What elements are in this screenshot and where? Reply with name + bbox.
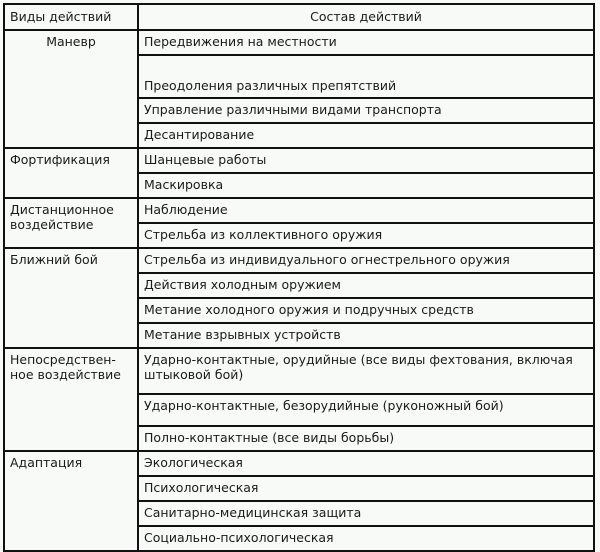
group-item: Управление различными видами транспорта: [138, 98, 594, 123]
group-item: Метание взрывных устройств: [138, 323, 594, 348]
actions-table: [3, 3, 595, 552]
group-item: Маскировка: [138, 173, 594, 198]
group-item: Экологическая: [138, 451, 594, 476]
header-action-types: Виды действий: [4, 4, 138, 30]
group-item: Передвижения на местности: [138, 30, 594, 55]
group-item: Психологическая: [138, 476, 594, 501]
group-type-close-combat: Ближний бой: [4, 248, 138, 348]
group-item: Десантирование: [138, 123, 594, 148]
table-row: [4, 198, 594, 223]
group-item: Действия холодным оружием: [138, 273, 594, 298]
group-item: Стрельба из коллективного оружия: [138, 223, 594, 248]
group-item: Ударно-контактные, орудийные (все виды фехтования, включая штыковой бой): [138, 348, 594, 394]
group-item: Санитарно-медицинская защита: [138, 501, 594, 526]
group-item: Полно-контактные (все виды борьбы): [138, 426, 594, 451]
group-type-direct-impact: Непосредствен-ное воздействие: [4, 348, 138, 451]
group-type-adaptation: Адаптация: [4, 451, 138, 551]
table-row: [4, 148, 594, 173]
group-item: Шанцевые работы: [138, 148, 594, 173]
group-item: Социально-психологическая: [138, 526, 594, 551]
group-item: Наблюдение: [138, 198, 594, 223]
table-row: [4, 348, 594, 394]
table-row: [4, 248, 594, 273]
header-action-composition: Состав действий: [138, 4, 594, 30]
group-item: Ударно-контактные, безорудийные (руконожный бой): [138, 394, 594, 426]
table-header-row: [4, 4, 594, 30]
group-type-remote-impact: Дистанционное воздействие: [4, 198, 138, 248]
group-item: Стрельба из индивидуального огнестрельного оружия: [138, 248, 594, 273]
group-type-fortification: Фортификация: [4, 148, 138, 198]
group-type-maneuver: Маневр: [4, 30, 138, 148]
table-row: [4, 451, 594, 476]
group-item: Преодоления различных препятствий: [138, 55, 594, 98]
group-item: Метание холодного оружия и подручных средств: [138, 298, 594, 323]
table-row: [4, 30, 594, 55]
